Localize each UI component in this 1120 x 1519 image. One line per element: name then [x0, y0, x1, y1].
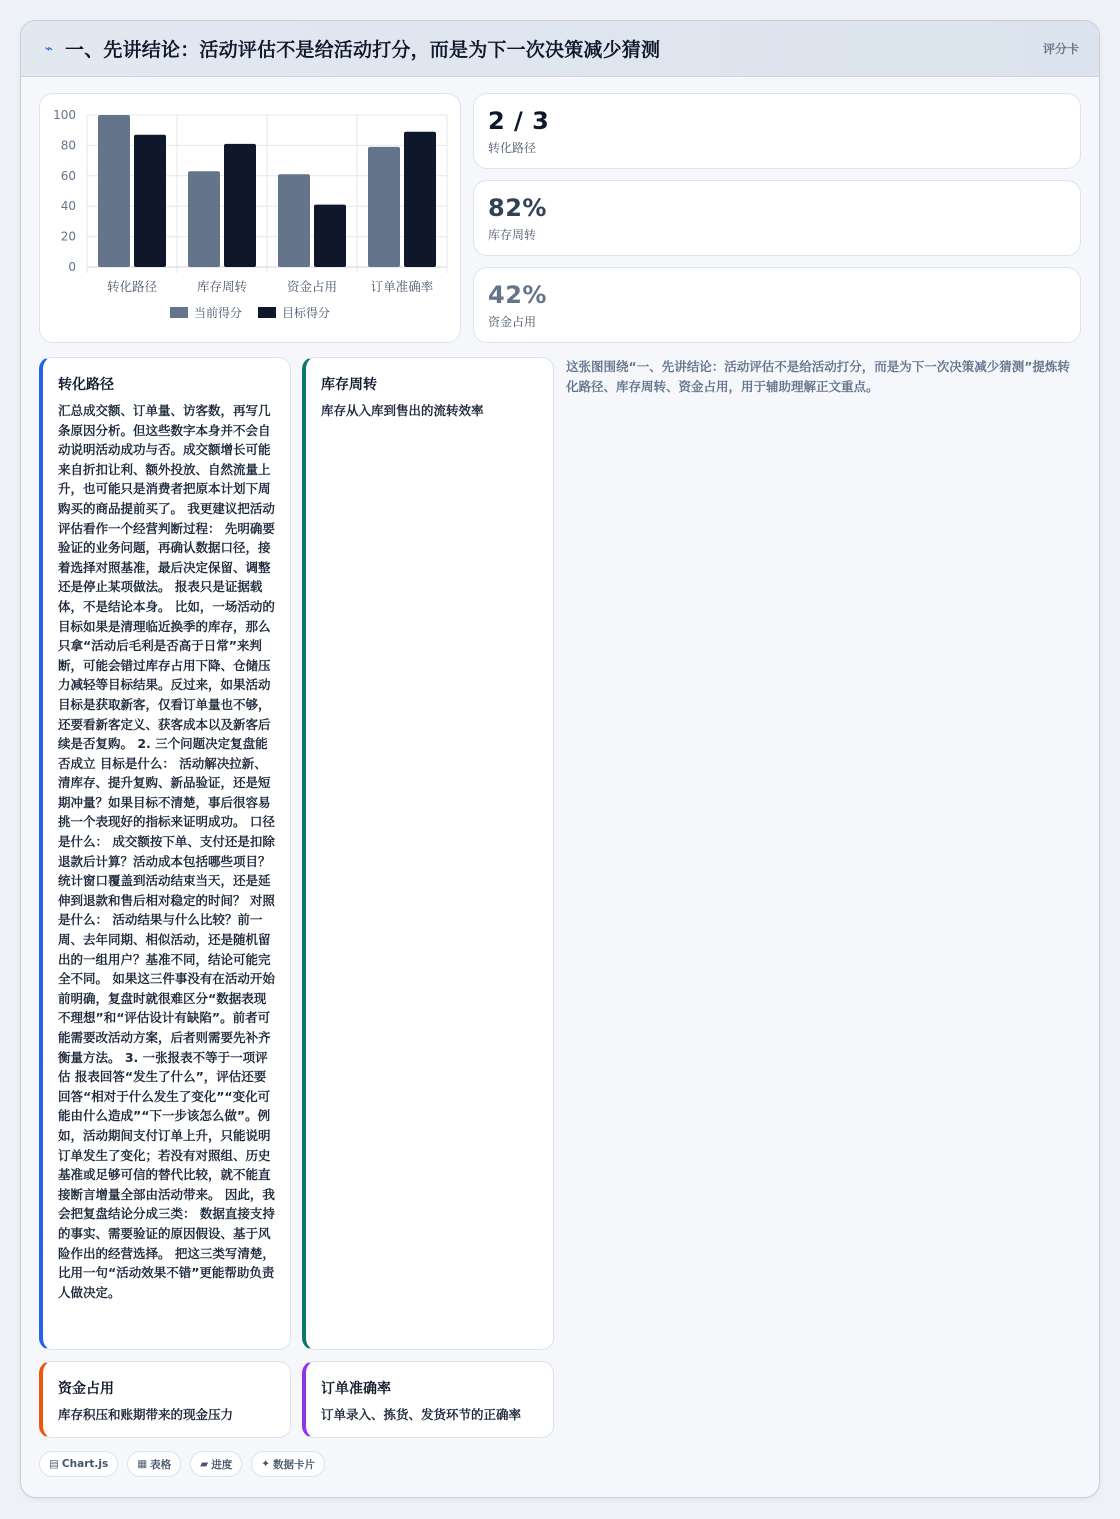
legend-label-target: 目标得分 — [282, 306, 331, 320]
chip-label: Chart.js — [61, 1458, 109, 1470]
stat-card-capital — [473, 267, 1081, 343]
stat-value: 2 / 3 — [488, 107, 550, 135]
legend-item-target[interactable] — [258, 304, 330, 321]
stat-card-inventory — [473, 180, 1081, 256]
card-title: 库存周转 — [321, 377, 377, 393]
x-tick-label: 订单准确率 — [370, 279, 434, 294]
metric-card-order-accuracy — [302, 1361, 554, 1438]
chart-icon: ▤ — [49, 1458, 59, 1470]
bolt-icon: ⌁ — [44, 40, 54, 57]
stat-label: 转化路径 — [488, 141, 537, 155]
header-bar — [21, 21, 1099, 77]
bar-current — [98, 115, 130, 267]
stat-label: 库存周转 — [488, 228, 537, 242]
scorecard-tag: 评分卡 — [1042, 42, 1079, 56]
bar-target — [224, 144, 256, 267]
bar-target — [134, 135, 166, 267]
y-tick-label: 40 — [60, 199, 76, 214]
bar-current — [188, 171, 220, 267]
y-tick-label: 20 — [60, 229, 76, 244]
stat-card-conversion — [473, 93, 1081, 169]
bar-chart — [40, 94, 462, 304]
card-body: 汇总成交额、订单量、访客数，再写几条原因分析。但这些数字本身并不会自动说明活动成功与否。成交额增长可能来自折扣让利、额外投放、自然流量上升，也可能只是消费者把原本计划下周购买的商品提前买了。 我更建议把活动评估看作一个经营判断过程： 先明确要验证的业务问题，再确认数据口径，接着选择对照基准，最后决定保留、调整还是停止某项做法。 报表只是证据载体，不是结论本身。 比如，一场活动的目标如果是清理临近换季的库存，那么只拿“活动后毛利是否高于日常”来判断，可能会错过库存占用下降、仓储压力减轻等目标结果。反过来，如果活动目标是获取新客，仅看订单量也不够，还要看新客定义、获客成本以及新客后续是否复购。 2. 三个问题决定复盘能否成立 目标是什么： 活动解决拉新、清库存、提升复购、新品验证，还是短期冲量？如果目标不清楚，事后很容易挑一个表现好的指标来证明成功。 口径是什么： 成交额按下单、支付还是扣除退款后计算？活动成本包括哪些项目？统计窗口覆盖到活动结束当天，还是延伸到退款和售后相对稳定的时间？ 对照是什么： 活动结果与什么比较？前一周、去年同期、相似活动，还是随机留出的一组用户？基准不同，结论可能完全不同。 如果这三件事没有在活动开始前明确，复盘时就很难区分“数据表现不理想”和“评估设计有缺陷”。前者可能需要改活动方案，后者则需要先补齐衡量方法。 3. 一张报表不等于一项评估 报表回答“发生了什么”，评估还要回答“相对于什么发生了变化”“变化可能由什么造成”“下一步该怎么做”。例如，活动期间支付订单上升，只能说明订单发生了变化；若没有对照组、历史基准或足够可信的替代比较，就不能直接断言增量全部由活动带来。 因此，我会把复盘结论分成三类： 数据直接支持的事实、需要验证的原因假设、基于风险作出的经营选择。 把这三类写清楚，比用一句“活动效果不错”更能帮助负责人做决定。 — [58, 403, 275, 1300]
tag-chips — [39, 1451, 325, 1477]
card-title: 转化路径 — [58, 377, 114, 393]
metric-card-inventory — [302, 357, 554, 1350]
bar-current — [278, 174, 310, 267]
stat-value: 82% — [488, 194, 547, 222]
legend-swatch-current — [170, 307, 188, 318]
bar-target — [314, 205, 346, 267]
card-title: 资金占用 — [58, 1381, 114, 1397]
legend-label-current: 当前得分 — [193, 306, 242, 320]
stat-label: 资金占用 — [488, 315, 537, 329]
chip-table[interactable] — [127, 1451, 181, 1477]
scorecard-panel — [20, 20, 1100, 1498]
bar-target — [404, 132, 436, 267]
stat-value: 42% — [488, 281, 547, 309]
chip-progress[interactable] — [190, 1451, 242, 1477]
legend-item-current[interactable] — [170, 304, 242, 321]
y-tick-label: 0 — [68, 260, 76, 274]
chart-legend — [40, 304, 460, 321]
table-icon: ▦ — [137, 1458, 148, 1470]
chip-label: 表格 — [150, 1458, 172, 1471]
sparkle-icon: ✦ — [261, 1458, 271, 1470]
card-body: 库存积压和账期带来的现金压力 — [58, 1407, 234, 1422]
chip-label: 数据卡片 — [273, 1458, 316, 1471]
progress-icon: ▰ — [200, 1458, 209, 1470]
chip-label: 进度 — [211, 1458, 233, 1471]
figure-caption: 这张图围绕“一、先讲结论：活动评估不是给活动打分，而是为下一次决策减少猜测”提炼转化路径、库存周转、资金占用，用于辅助理解正文重点。 — [566, 359, 1070, 394]
page-title: 一、先讲结论：活动评估不是给活动打分，而是为下一次决策减少猜测 — [65, 39, 661, 61]
bar-chart-card — [39, 93, 461, 343]
metric-card-conversion — [39, 357, 291, 1350]
card-title: 订单准确率 — [321, 1381, 391, 1397]
chip-data-cards[interactable] — [251, 1451, 325, 1477]
x-tick-label: 转化路径 — [106, 279, 158, 294]
chip-chartjs[interactable] — [39, 1451, 118, 1477]
y-tick-label: 60 — [60, 168, 76, 183]
legend-swatch-target — [258, 307, 276, 318]
card-body: 订单录入、拣货、发货环节的正确率 — [321, 1407, 522, 1422]
y-tick-label: 80 — [60, 138, 76, 153]
x-tick-label: 资金占用 — [286, 279, 338, 294]
bar-current — [368, 147, 400, 267]
y-tick-label: 100 — [53, 108, 76, 122]
x-tick-label: 库存周转 — [196, 279, 248, 294]
card-body: 库存从入库到售出的流转效率 — [321, 403, 484, 418]
metric-card-capital — [39, 1361, 291, 1438]
